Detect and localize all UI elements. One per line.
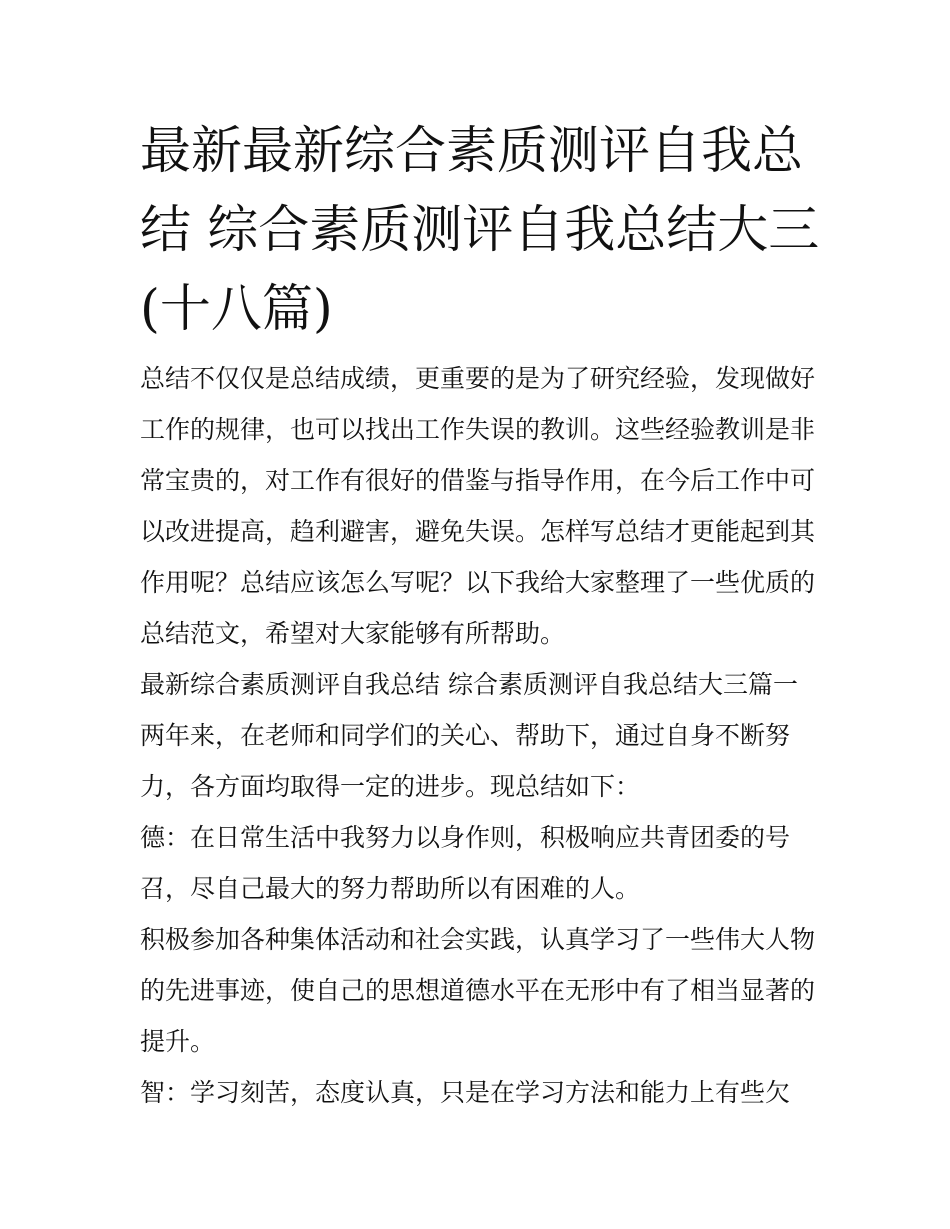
body-line: 提升。	[140, 1027, 216, 1056]
section-heading-line: 最新综合素质测评自我总结 综合素质测评自我总结大三篇一	[140, 670, 798, 699]
body-line: 总结范文，希望对大家能够有所帮助。	[140, 619, 566, 648]
body-line: 作用呢？总结应该怎么写呢？以下我给大家整理了一些优质的	[140, 568, 816, 597]
title-line: (十八篇)	[140, 280, 333, 339]
body-line: 智：学习刻苦，态度认真，只是在学习方法和能力上有些欠	[140, 1078, 791, 1107]
body-line: 以改进提高，趋利避害，避免失误。怎样写总结才更能起到其	[140, 517, 816, 546]
body-line: 召，尽自己最大的努力帮助所以有困难的人。	[140, 874, 641, 903]
title-line: 结 综合素质测评自我总结大三	[140, 201, 820, 260]
body-line: 工作的规律，也可以找出工作失误的教训。这些经验教训是非	[140, 415, 816, 444]
body-line: 两年来，在老师和同学们的关心、帮助下，通过自身不断努	[140, 721, 791, 750]
body-line: 力，各方面均取得一定的进步。现总结如下：	[140, 772, 641, 801]
body-line: 常宝贵的，对工作有很好的借鉴与指导作用，在今后工作中可	[140, 466, 816, 495]
title-line: 最新最新综合素质测评自我总	[140, 122, 804, 181]
document-body	[140, 353, 860, 1118]
body-line: 总结不仅仅是总结成绩，更重要的是为了研究经验，发现做好	[140, 364, 816, 393]
body-line: 德：在日常生活中我努力以身作则，积极响应共青团委的号	[140, 823, 791, 852]
document-title	[140, 112, 840, 349]
body-line: 积极参加各种集体活动和社会实践，认真学习了一些伟大人物	[140, 925, 816, 954]
body-line: 的先进事迹，使自己的思想道德水平在无形中有了相当显著的	[140, 976, 816, 1005]
